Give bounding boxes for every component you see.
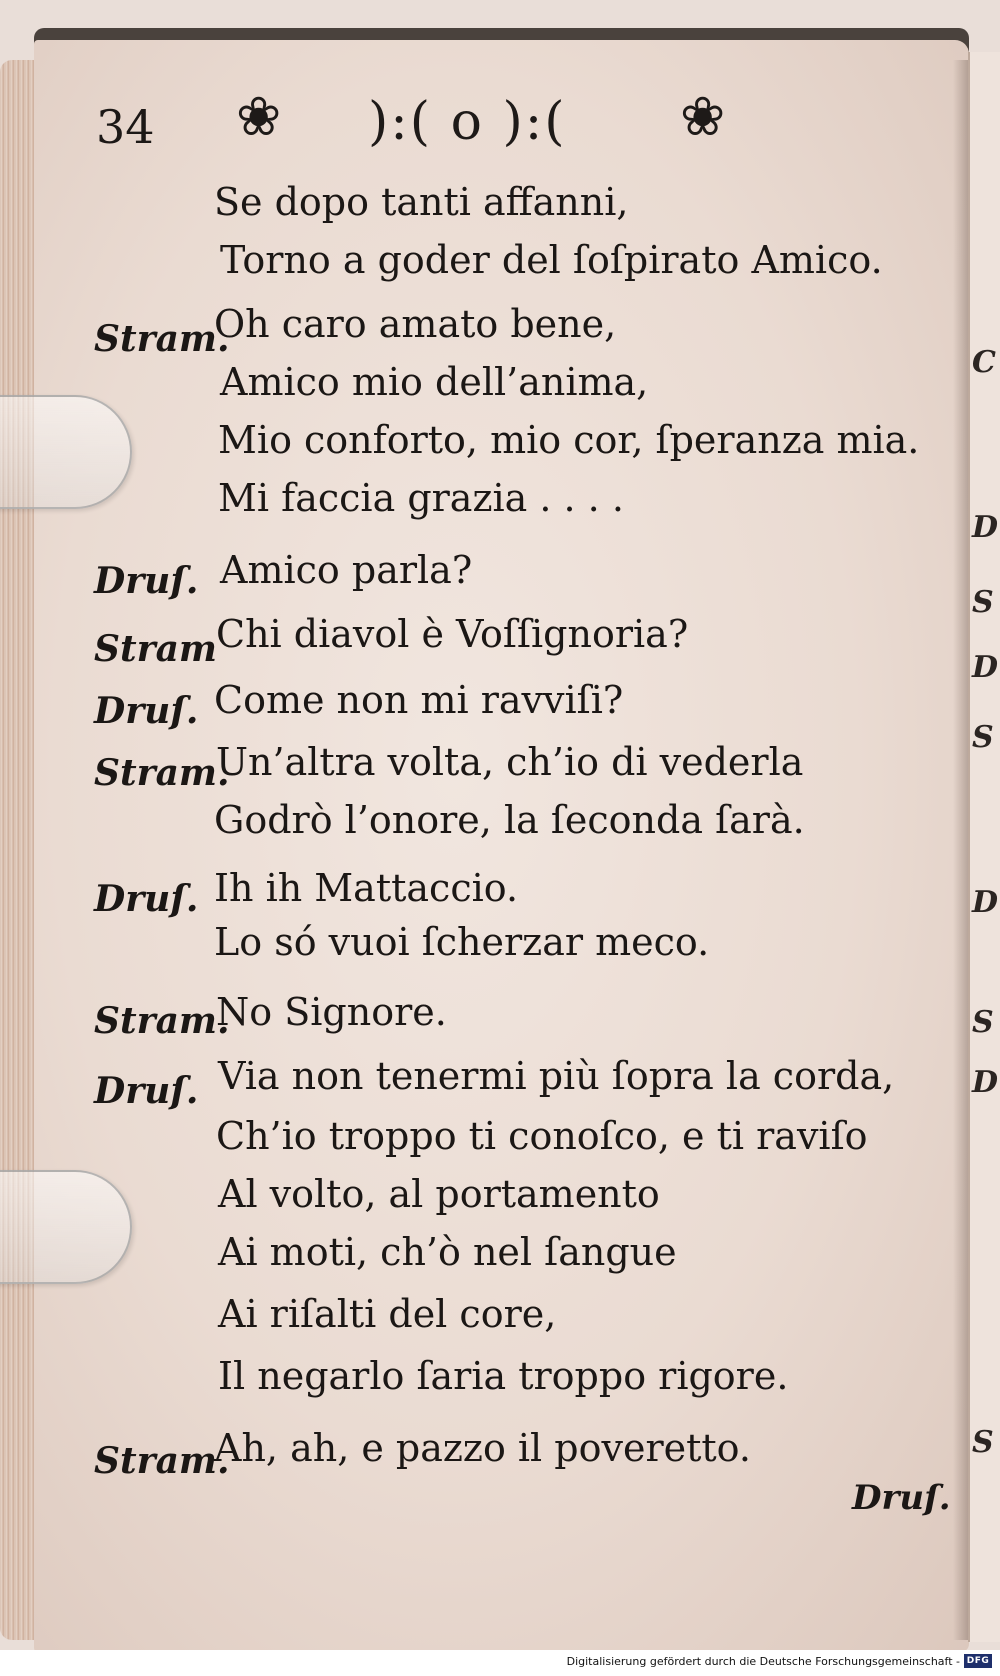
verse-line: Il negarlo ſaria troppo rigore. bbox=[218, 1354, 789, 1398]
verse-line: Via non tenermi più ſopra la corda, bbox=[218, 1054, 895, 1098]
page-number: 34 bbox=[96, 100, 155, 154]
verse-line: Mi faccia grazia . . . . bbox=[218, 476, 624, 520]
speaker-label: Stram. bbox=[94, 752, 230, 794]
speaker-label: Stram. bbox=[94, 1000, 230, 1042]
verse-line: Mio conforto, mio cor, ſperanza mia. bbox=[218, 418, 920, 462]
verse-line: Godrò l’onore, la ſeconda ſarà. bbox=[214, 798, 805, 842]
flower-ornament-icon: ❀ bbox=[680, 85, 726, 148]
speaker-label: Stram. bbox=[94, 1440, 230, 1482]
verse-line: Ih ih Mattaccio. bbox=[214, 866, 519, 910]
speaker-label: Druſ. bbox=[94, 878, 199, 920]
facing-page-glyph: S bbox=[972, 585, 994, 620]
dfg-logo: DFG bbox=[964, 1654, 992, 1668]
verse-line: Come non mi ravviſi? bbox=[214, 678, 624, 722]
verse-line: Se dopo tanti affanni, bbox=[214, 180, 629, 224]
page-gutter-shadow bbox=[953, 60, 969, 1640]
speaker-label: Druſ. bbox=[94, 690, 199, 732]
digitization-credit: Digitalisierung gefördert durch die Deutsche Forschungsgemeinschaft - bbox=[566, 1655, 960, 1668]
book-clip bbox=[0, 395, 132, 509]
verse-line: Chi diavol è Voſſignoria? bbox=[216, 612, 689, 656]
verse-line: Ch’io troppo ti conoſco, e ti raviſo bbox=[216, 1114, 868, 1158]
verse-line: Torno a goder del ſoſpirato Amico. bbox=[220, 238, 883, 282]
verse-line: Ai moti, ch’ò nel ſangue bbox=[218, 1230, 677, 1274]
speaker-label: Stram. bbox=[94, 318, 230, 360]
facing-page-glyph: D bbox=[972, 1065, 999, 1100]
verse-line: Oh caro amato bene, bbox=[214, 302, 617, 346]
verse-line: Al volto, al portamento bbox=[218, 1172, 660, 1216]
next-page-edge bbox=[968, 52, 1000, 1642]
facing-page-glyph: S bbox=[972, 1425, 994, 1460]
speaker-label: Druſ. bbox=[94, 1070, 199, 1112]
catchword: Druſ. bbox=[852, 1478, 951, 1518]
facing-page-glyph: S bbox=[972, 1005, 994, 1040]
verse-line: Lo só vuoi ſcherzar meco. bbox=[214, 920, 710, 964]
verse-line: Amico mio dell’anima, bbox=[220, 360, 649, 404]
flower-ornament-icon: ❀ bbox=[236, 85, 282, 148]
facing-page-glyph: D bbox=[972, 885, 999, 920]
book-clip bbox=[0, 1170, 132, 1284]
page-edges-left bbox=[0, 60, 34, 1640]
facing-page-glyph: D bbox=[972, 650, 999, 685]
verse-line: Un’altra volta, ch’io di vederla bbox=[216, 740, 804, 784]
header-ornament-text: ):( o ):( bbox=[368, 92, 567, 152]
verse-line: No Signore. bbox=[216, 990, 447, 1034]
verse-line: Ai riſalti del core, bbox=[218, 1292, 557, 1336]
facing-page-glyph: C bbox=[972, 345, 996, 380]
speaker-label: Stram bbox=[94, 628, 218, 670]
verse-line: Amico parla? bbox=[220, 548, 473, 592]
facing-page-glyph: S bbox=[972, 720, 994, 755]
facing-page-glyph: D bbox=[972, 510, 999, 545]
speaker-label: Druſ. bbox=[94, 560, 199, 602]
verse-line: Ah, ah, e pazzo il poveretto. bbox=[214, 1426, 751, 1470]
